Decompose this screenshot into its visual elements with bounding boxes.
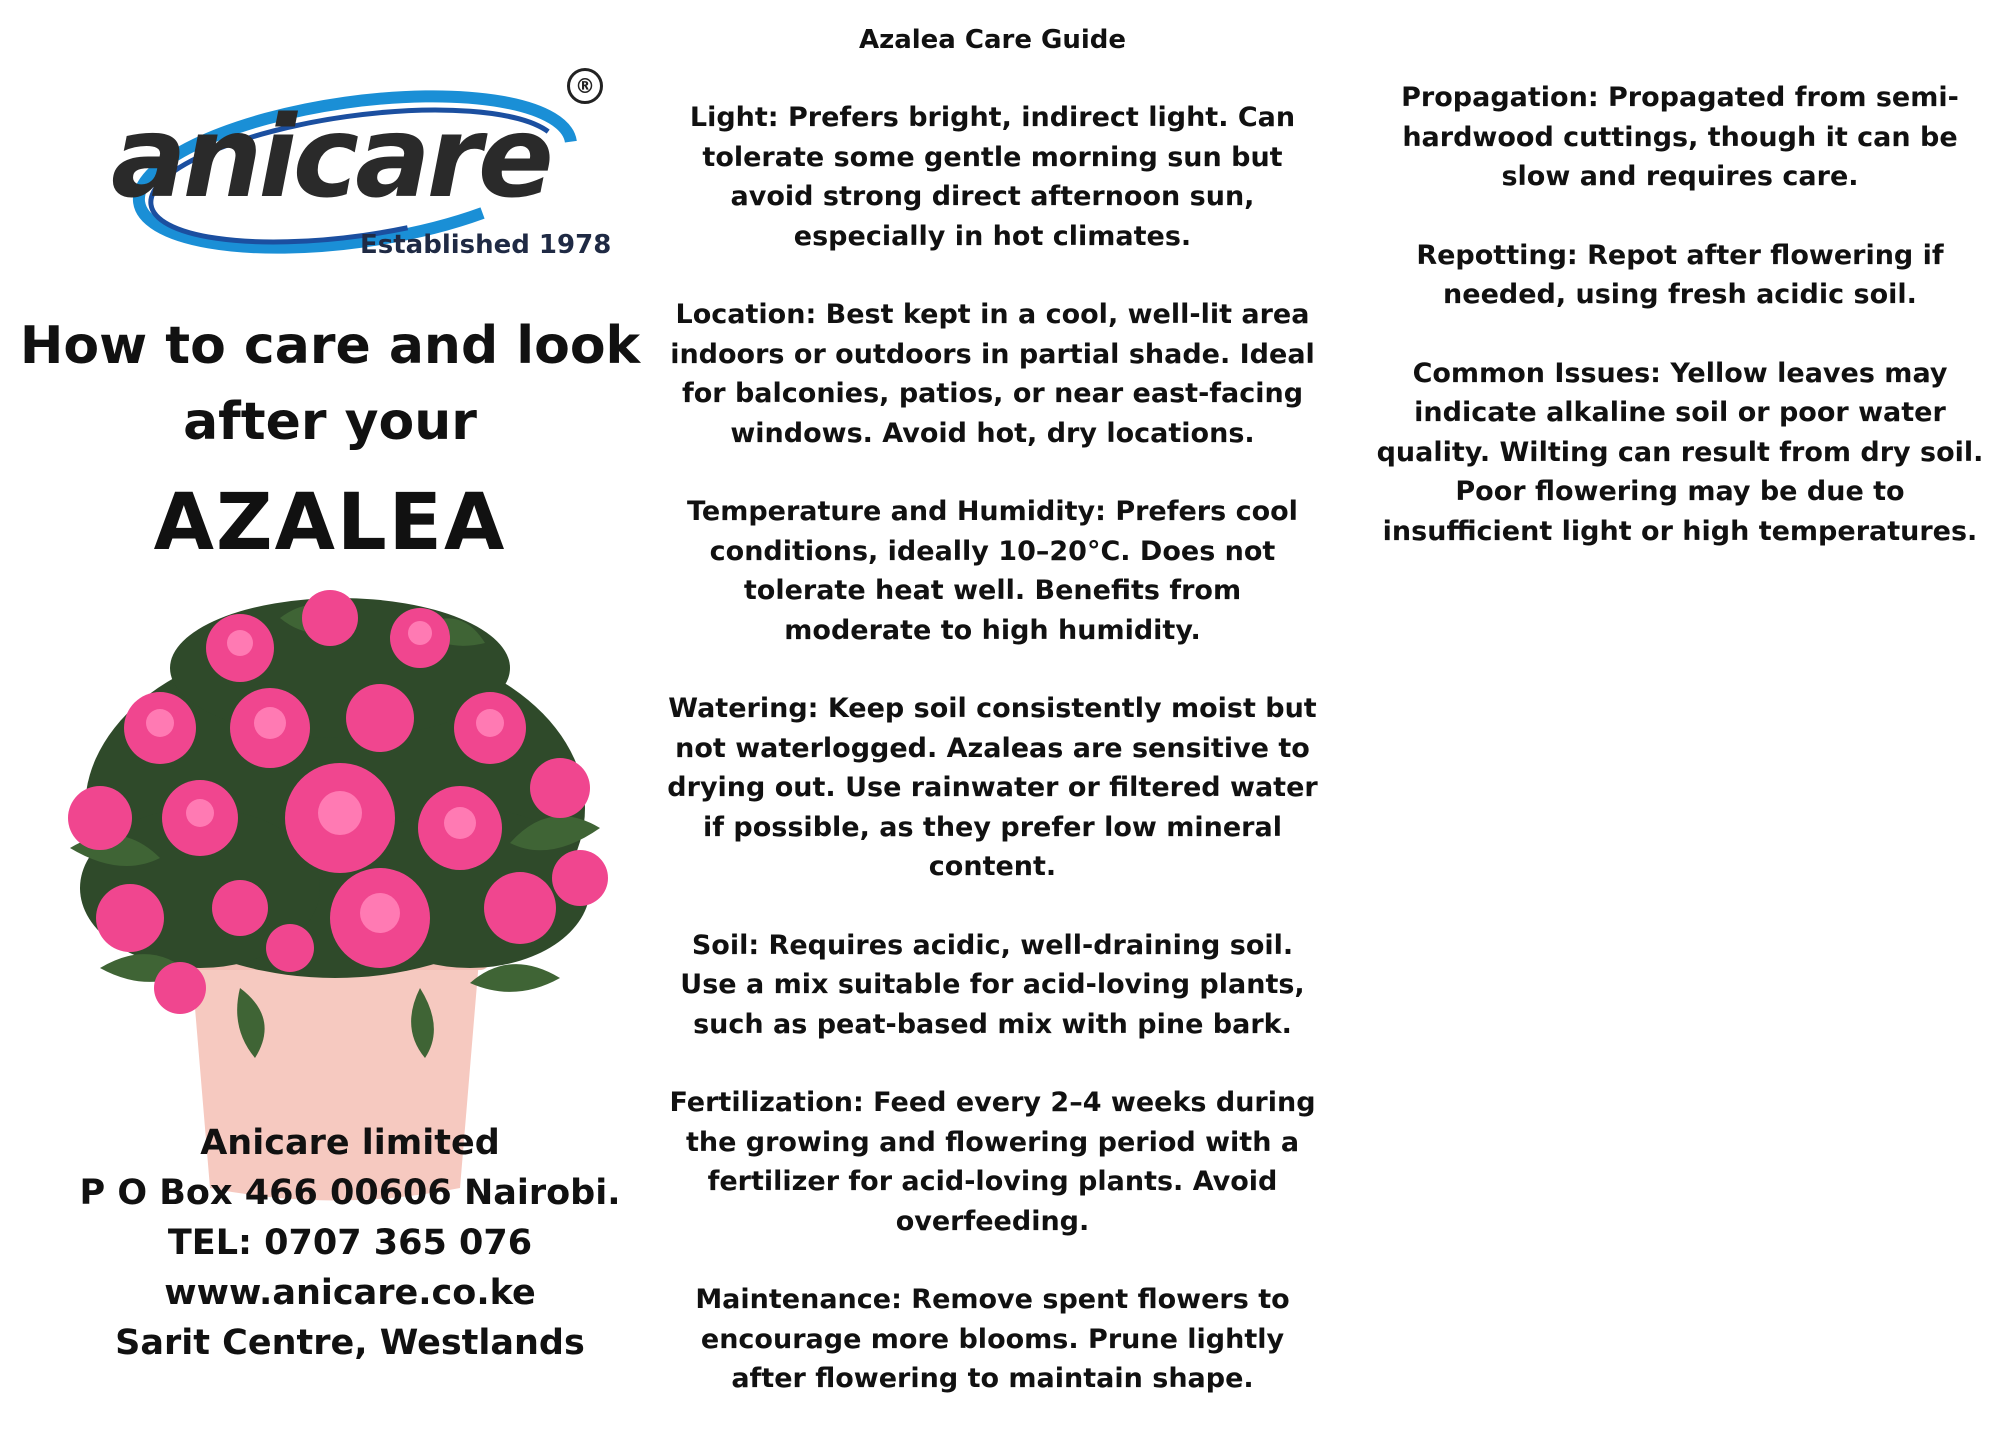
guide-title: Azalea Care Guide (858, 25, 1127, 55)
logo-wordmark: anicare (111, 93, 550, 223)
location: Sarit Centre, Westlands (115, 1323, 585, 1363)
section-maintenance: Maintenance: Remove spent flowers to encourage more blooms. Prune lightly after flowering to maintain shape. (695, 1284, 1290, 1394)
postal-address: P O Box 466 00606 Nairobi. (79, 1173, 621, 1213)
azalea-plant-illustration (40, 588, 640, 1208)
anicare-logo (105, 60, 625, 270)
website: www.anicare.co.ke (164, 1273, 536, 1313)
registered-mark-icon: ® (567, 68, 603, 104)
left-panel (0, 0, 660, 1414)
established-label: Established 1978 (360, 230, 612, 260)
plant-name-title: AZALEA (153, 478, 507, 568)
section-repotting: Repotting: Repot after flowering if needed, using fresh acidic soil. (1416, 239, 1944, 310)
heading-line-1: How to care and look (19, 316, 641, 376)
section-common-issues: Common Issues: Yellow leaves may indicate alkaline soil or poor water quality. Wilting can result from dry soil. Poor flowering may be due to insufficient light or high temperatures. (1376, 357, 1984, 547)
section-location: Location: Best kept in a cool, well-lit area indoors or outdoors in partial shade. Ideal for balconies, patios, or near east-facing windows. Avoid hot, dry locations. (670, 299, 1315, 449)
care-guide-column (660, 20, 1325, 1438)
care-guide-right-column (1360, 78, 2000, 590)
section-watering: Watering: Keep soil consistently moist but not waterlogged. Azaleas are sensitive to drying out. Use rainwater or filtered water if possible, as they prefer low mineral content. (667, 693, 1318, 882)
company-name: Anicare limited (200, 1123, 500, 1163)
heading-line-2: after your (183, 392, 477, 452)
section-soil: Soil: Requires acidic, well-draining soil. Use a mix suitable for acid-loving plants, such as peat-based mix with pine bark. (680, 929, 1305, 1040)
contact-block (40, 1118, 660, 1368)
section-fertilization: Fertilization: Feed every 2–4 weeks during the growing and flowering period with a fertilizer for acid-loving plants. Avoid overfeeding. (669, 1087, 1316, 1237)
section-propagation: Propagation: Propagated from semi-hardwood cuttings, though it can be slow and requires care. (1401, 82, 1959, 192)
section-temperature-humidity: Temperature and Humidity: Prefers cool conditions, ideally 10–20°C. Does not tolerate heat well. Benefits from moderate to high humidity. (687, 496, 1298, 646)
section-light: Light: Prefers bright, indirect light. Can tolerate some gentle morning sun but avoid strong direct afternoon sun, especially in hot climates. (689, 102, 1296, 252)
telephone: TEL: 0707 365 076 (167, 1223, 533, 1263)
